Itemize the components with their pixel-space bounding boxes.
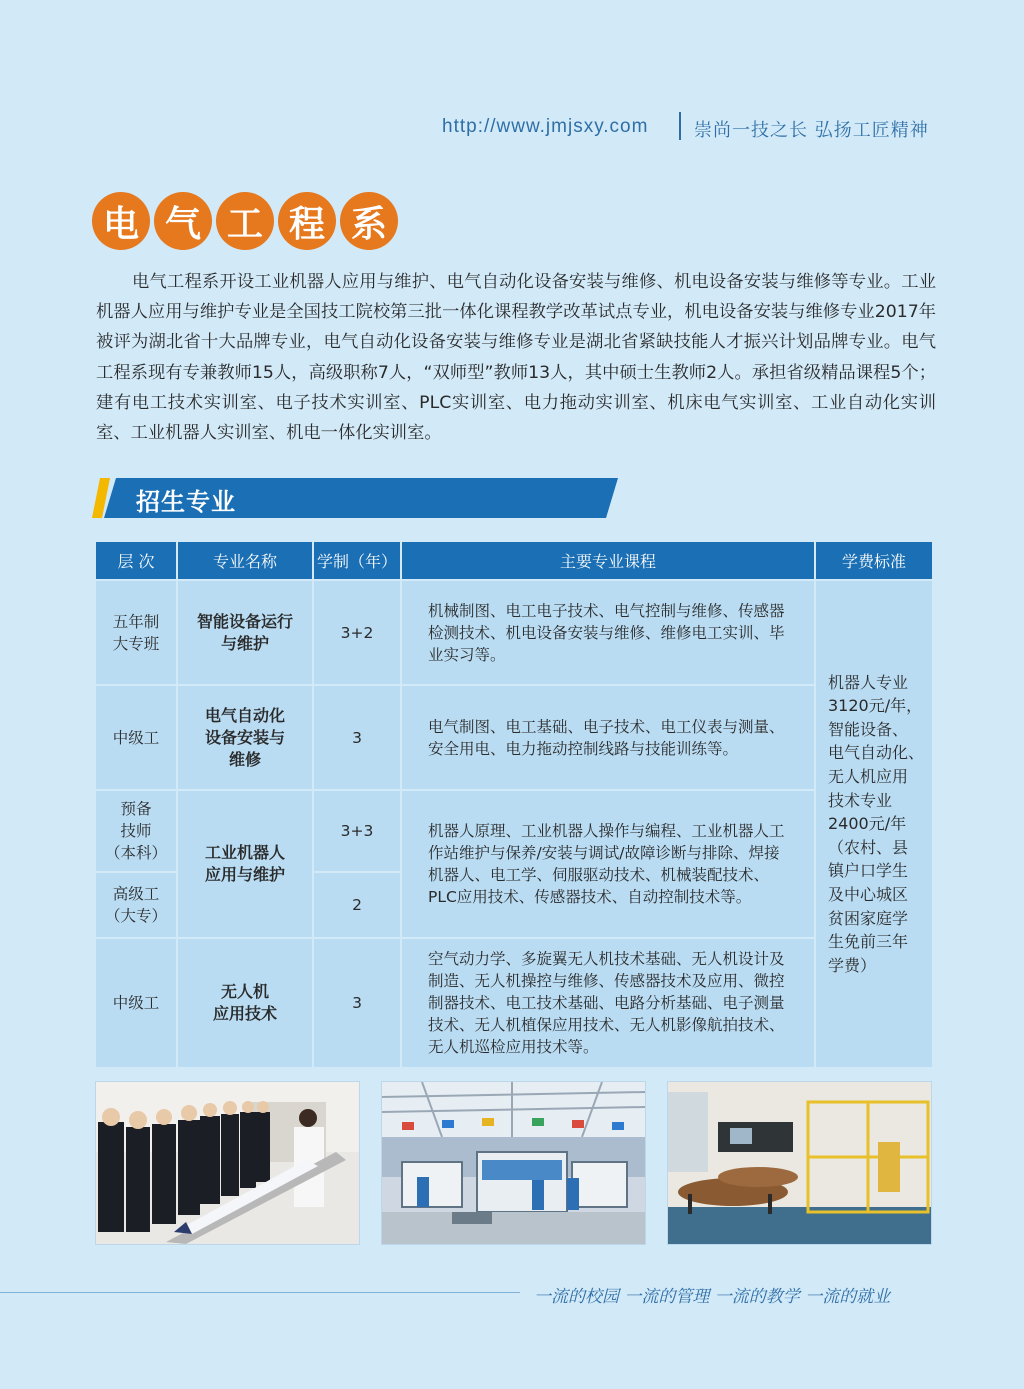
level-text: 预备 技师 （本科） [104, 800, 167, 862]
table-row [95, 580, 933, 685]
title-char: 程 [278, 192, 336, 250]
cell-level [95, 938, 177, 1068]
cell-fee [815, 580, 933, 1068]
header-level: 层 次 [95, 541, 177, 580]
cell-courses: 机器人原理、工业机器人操作与编程、工业机器人工作站维护与保养/安装与调试/故障诊断与排除、焊接机器人、电工学、伺服驱动技术、机械装配技术、PLC应用技术、传感器技术、自动控制技术等。 [401, 790, 815, 938]
intro-paragraph: 电气工程系开设工业机器人应用与维护、电气自动化设备安装与维修、机电设备安装与维修等专业。工业机器人应用与维护专业是全国技工院校第三批一体化课程教学改革试点专业，机电设备安装与维修专业2017年被评为湖北省十大品牌专业，电气自动化设备安装与维修专业是湖北省紧缺技能人才振兴计划品牌专业。电气工程系现有专兼教师15人，高级职称7人，“双师型”教师13人，其中硕士生教师2人。承担省级精品课程5个；建有电工技术实训室、电子技术实训室、PLC实训室、电力拖动实训室、机床电气实训室、工业自动化实训室、工业机器人实训室、机电一体化实训室。 [96, 272, 936, 444]
cell-major [177, 685, 313, 790]
header-major: 专业名称 [177, 541, 313, 580]
photo-training-workshop [381, 1081, 646, 1245]
header-divider [679, 112, 681, 140]
photo-robot-lab [667, 1081, 932, 1245]
cell-level [95, 872, 177, 938]
title-char: 工 [216, 192, 274, 250]
cell-courses: 机械制图、电工电子技术、电气控制与维修、传感器检测技术、机电设备安装与维修、维修电工实训、毕业实习等。 [401, 580, 815, 685]
level-text: 五年制 大专班 [112, 612, 160, 653]
cell-courses: 电气制图、电工基础、电子技术、电工仪表与测量、安全用电、电力拖动控制线路与技能训练等。 [401, 685, 815, 790]
majors-table [94, 540, 934, 1069]
header-years: 学制（年） [313, 541, 401, 580]
major-text: 无人机 应用技术 [212, 982, 277, 1023]
cell-major [177, 790, 313, 938]
footer-divider [0, 1292, 520, 1293]
cell-years: 3 [313, 685, 401, 790]
section-banner [92, 478, 618, 518]
level-text: 高级工 （大专） [104, 885, 167, 925]
fee-text: 机器人专业 3120元/年， 智能设备、 电气自动化、 无人机应用 技术专业 2400元/年 （农村、县 镇户口学生 及中心城区 贫困家庭学 生免前三年 学费） [828, 672, 925, 975]
cell-level [95, 790, 177, 872]
header-fee: 学费标准 [815, 541, 933, 580]
cell-years: 3+3 [313, 790, 401, 872]
cell-years: 3 [313, 938, 401, 1068]
cell-level [95, 685, 177, 790]
cell-courses: 空气动力学、多旋翼无人机技术基础、无人机设计及制造、无人机操控与维修、传感器技术及应用、微控制器技术、电工技术基础、电路分析基础、电子测量技术、无人机植保应用技术、无人机影像航拍技术、无人机巡检应用技术等。 [401, 938, 815, 1068]
cell-level [95, 580, 177, 685]
title-char: 系 [340, 192, 398, 250]
section-title: 招生专业 [136, 488, 236, 516]
table-header-row [95, 541, 933, 580]
level-text: 中级工 [112, 994, 160, 1012]
major-text: 电气自动化 设备安装与 维修 [204, 705, 285, 769]
cell-years: 2 [313, 872, 401, 938]
header-url[interactable]: http://www.jmjsxy.com [442, 116, 649, 137]
table-row [95, 790, 933, 872]
title-char: 电 [92, 192, 150, 250]
level-text: 中级工 [112, 728, 160, 747]
header-slogan: 崇尚一技之长 弘扬工匠精神 [694, 120, 929, 141]
table-row [95, 938, 933, 1068]
title-char: 气 [154, 192, 212, 250]
table-row [95, 685, 933, 790]
header-courses: 主要专业课程 [401, 541, 815, 580]
photo-students-train-model [95, 1081, 360, 1245]
cell-major [177, 580, 313, 685]
major-text: 智能设备运行 与维护 [196, 611, 293, 653]
cell-major [177, 938, 313, 1068]
cell-years: 3+2 [313, 580, 401, 685]
footer-slogan: 一流的校园 一流的管理 一流的教学 一流的就业 [534, 1287, 891, 1307]
major-text: 工业机器人 应用与维护 [204, 843, 285, 884]
department-title [92, 192, 398, 250]
